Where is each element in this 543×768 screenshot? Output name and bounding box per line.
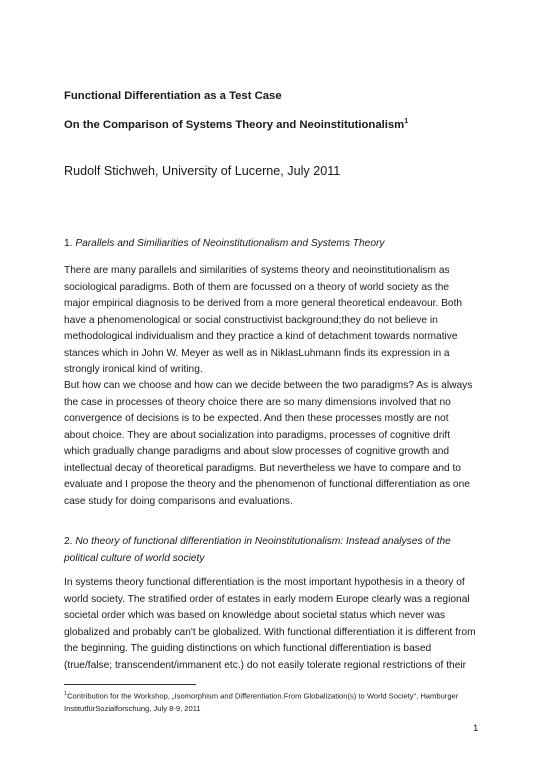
section-2-number: 2. <box>64 536 76 547</box>
title-footnote-mark: 1 <box>404 118 409 125</box>
title-line-1 <box>64 90 282 102</box>
section-2-heading <box>64 534 484 567</box>
footnote <box>64 688 494 715</box>
footnote-separator <box>64 684 196 685</box>
title-line-2 <box>64 118 408 131</box>
title-line-1-text: Functional Differentiation as a Test Case <box>64 90 282 102</box>
page-number: 1 <box>473 723 479 734</box>
section-1-paragraph-1: There are many parallels and similarities of systems theory and neoinstitutionalism as sociological paradigms. Both of them are focussed on a theory of world society as the major empirical diagnosis to be derived from a more general theoretical endeavour. Both have a phenomenological or social constructivist background;they do not believe in methodological individualism and they practice a kind of detachment towards normative stances which in John W. Meyer as well as in NiklasLuhmann finds its expression in a strongly ironical kind of writing. <box>64 265 463 375</box>
title-line-2-text: On the Comparison of Systems Theory and Neoinstitutionalism <box>64 118 405 131</box>
author-line: Rudolf Stichweh, University of Lucerne, July 2011 <box>64 164 341 178</box>
section-1-number: 1. <box>64 238 76 249</box>
footnote-text: Contribution for the Workshop, „Isomorphism and Differentiation.From Globalization(s) to World Society“, Hamburger InstitutfürSozialforschung, July 8-9, 2011 <box>64 691 459 713</box>
section-1-heading <box>64 236 484 253</box>
footnote-mark: 1 <box>64 691 68 697</box>
section-2-title: No theory of functional differentiation in Neoinstitutionalism: Instead analyses of the political culture of world society <box>64 536 451 564</box>
section-1-paragraph-2: But how can we choose and how can we decide between the two paradigms? As is always the case in processes of theory choice there are so many dimensions involved that no convergence of decisions is to be expected. And then these processes mostly are not about choice. They are about socialization into paradigms, processes of cognitive drift which gradually change paradigms and about slow processes of cognitive growth and intellectual decay of theoretical paradigms. But nevertheless we have to compare and to evaluate and I propose the theory and the phenomenon of functional differentiation as one case study for doing comparisons and evaluations. <box>64 380 473 507</box>
section-1-title: Parallels and Similiarities of Neoinstitutionalism and Systems Theory <box>75 238 385 249</box>
section-2-paragraph-1: In systems theory functional differentiation is the most important hypothesis in a theory of world society. The stratified order of estates in early modern Europe clearly was a regional societal order which was based on knowledge about societal status which never was globalized and probably can't be globalized. With functional differentiation it is different from the beginning. The guiding distinctions on which functional differentiation is based (true/false; transcendent/immanent etc.) do not easily tolerate regional restrictions of their <box>64 577 476 671</box>
